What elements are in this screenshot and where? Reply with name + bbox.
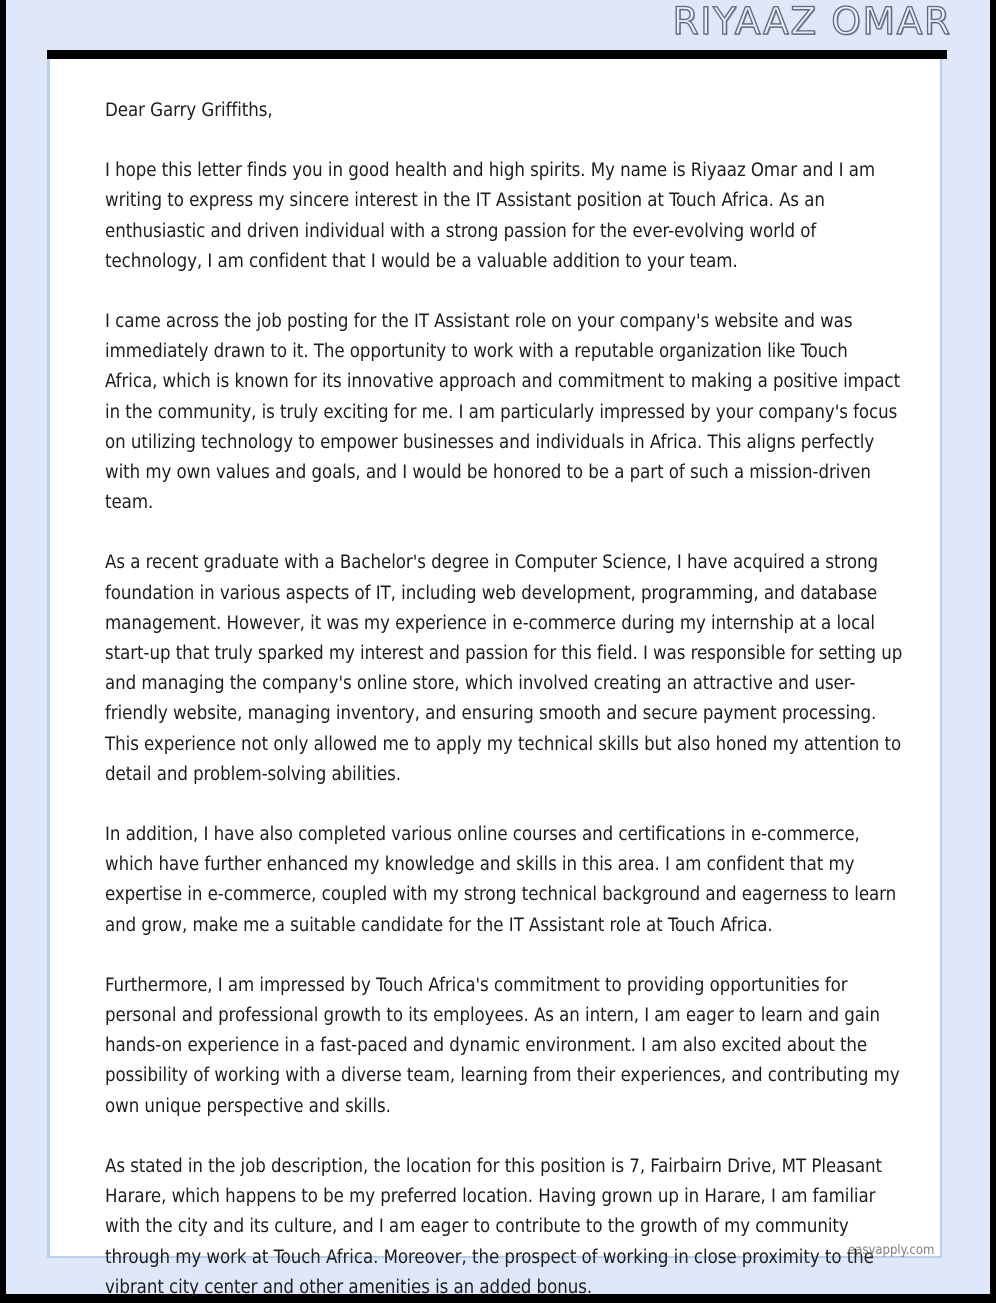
header-divider [47, 50, 947, 59]
letter-paragraph: In addition, I have also completed various online courses and certifications in e-commerce, which have further enhanced my knowledge and skills in this area. I am confident that my expertise in e-commerce, coupled with my strong technical background and eagerness to learn and grow, make me a suitable candidate for the IT Assistant role at Touch Africa. [105, 824, 897, 936]
letter-paragraph: Furthermore, I am impressed by Touch Africa's commitment to providing opportunities for personal and professional growth to its employees. As an intern, I am eager to learn and gain hands-on experience in a fast-paced and dynamic environment. I am also excited about the possibility of working with a diverse team, learning from their experiences, and contributing my own unique perspective and skills. [105, 974, 900, 1117]
letter-salutation: Dear Garry Griffiths, [105, 100, 273, 121]
letter-body [105, 96, 905, 1303]
watermark: easyapply.com [848, 1243, 935, 1258]
letterhead-header [6, 0, 996, 52]
letter-paragraph: I hope this letter finds you in good health and high spirits. My name is Riyaaz Omar and I am writing to express my sincere interest in the IT Assistant position at Touch Africa. As an enthusiastic and driven individual with a strong passion for the ever-evolving world of technology, I am confident that I would be a valuable addition to your team. [105, 160, 876, 272]
letter-paragraph: As stated in the job description, the location for this position is 7, Fairbairn Drive, MT Pleasant Harare, which happens to be my preferred location. Having grown up in Harare, I am familiar with the city and its culture, and I am eager to contribute to the growth of my community through my work at Touch Africa. Moreover, the prospect of working in close proximity to the vibrant city center and other amenities is an added bonus. [105, 1155, 882, 1298]
letter-paragraph: I came across the job posting for the IT Assistant role on your company's website and was immediately drawn to it. The opportunity to work with a reputable organization like Touch Africa, which is known for its innovative approach and commitment to making a positive impact in the community, is truly exciting for me. I am particularly impressed by your company's focus on utilizing technology to empower businesses and individuals in Africa. This aligns perfectly with my own values and goals, and I would be honored to be a part of such a mission-driven team. [105, 311, 901, 514]
letter-paragraph: As a recent graduate with a Bachelor's degree in Computer Science, I have acquired a strong foundation in various aspects of IT, including web development, programming, and database management. However, it was my experience in e-commerce during my internship at a local start-up that truly sparked my interest and passion for this field. I was responsible for setting up and managing the company's online store, which involved creating an attractive and user-friendly website, managing inventory, and ensuring smooth and secure payment processing. This experience not only allowed me to apply my technical skills but also honed my attention to detail and problem-solving abilities. [105, 552, 903, 785]
page-title: RIYAAZ OMAR [672, 0, 952, 43]
